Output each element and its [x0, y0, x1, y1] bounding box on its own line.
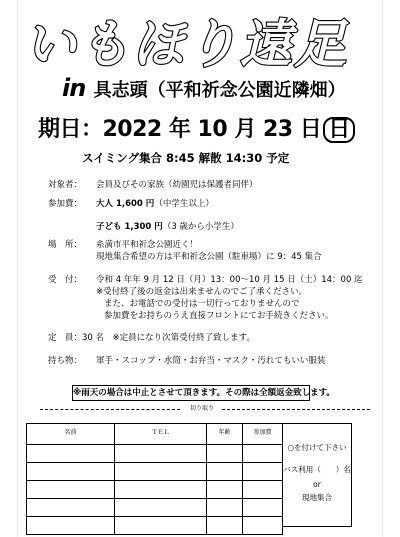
meet-onsite-option[interactable]: 現地集合	[302, 493, 332, 502]
venue-line: 場 所： 糸満市平和祈念公園近く！	[48, 240, 199, 250]
fee-cell[interactable]	[243, 445, 283, 463]
rain-notice: ※雨天の場合は中止とさせて頂きます。その際は全額返金致します。	[72, 385, 310, 401]
reception-note-2: また、お電話での受付は一切行っておりませんので	[104, 299, 300, 309]
event-title	[18, 10, 358, 72]
age-cell[interactable]	[207, 481, 243, 499]
location-text: 具志頭（平和祈念公園近隣畑）	[93, 80, 346, 101]
age-cell[interactable]	[207, 463, 243, 481]
tel-cell[interactable]	[115, 481, 207, 499]
items-line: 持ち物： 軍手・スコップ・水筒・お弁当・マスク・汚れてもいい服装	[48, 356, 326, 366]
name-cell[interactable]	[27, 445, 115, 463]
form-row	[27, 463, 283, 481]
header-name: 名前	[27, 424, 115, 445]
location-subtitle	[62, 74, 362, 104]
form-row	[27, 499, 283, 517]
fee-cell[interactable]	[243, 499, 283, 517]
age-cell[interactable]	[207, 517, 243, 535]
cut-label: 切り取り	[190, 405, 215, 412]
name-cell[interactable]	[27, 463, 115, 481]
reception-line: 受 付： 令和 4 年年 9 月 12 日（月）13：00～10 月 15 日（土）14：00 迄	[48, 275, 363, 285]
title-logo	[18, 10, 358, 72]
name-cell[interactable]	[27, 499, 115, 517]
fee-cell[interactable]	[243, 481, 283, 499]
date-text: 期日：2022 年 10 月 23 日	[38, 117, 322, 142]
tel-cell[interactable]	[115, 499, 207, 517]
form-row	[27, 445, 283, 463]
capacity-line: 定 員：30 名 ※定員になり次第受付終了致します。	[48, 333, 255, 343]
reception-note-3: 参加費をお持ちのうえ直接フロントにてお手続きください。	[104, 311, 334, 321]
fee-cell[interactable]	[243, 517, 283, 535]
weekday-badge: 日	[323, 117, 355, 143]
bus-use-option[interactable]: バス利用（ ）名	[283, 465, 351, 474]
header-fee: 参加費	[243, 424, 283, 445]
age-cell[interactable]	[207, 499, 243, 517]
swim-schedule: スイミング集合 8:45 解散 14:30 予定	[82, 151, 290, 165]
entry-form-table	[26, 423, 283, 535]
bus-instruction: ○を付けて下さい	[287, 443, 347, 452]
tel-cell[interactable]	[115, 445, 207, 463]
tel-cell[interactable]	[115, 517, 207, 535]
target-line: 対象者： 会員及びその家族（幼園児は保護者同伴）	[48, 180, 258, 190]
bus-option-box	[282, 423, 352, 527]
form-header-row	[27, 424, 283, 445]
name-cell[interactable]	[27, 517, 115, 535]
name-cell[interactable]	[27, 481, 115, 499]
bus-or-label: or	[313, 480, 321, 489]
fee-line: 参加費： 大人 1,600 円（中学生以上）	[48, 199, 214, 209]
cut-dash-right	[222, 409, 370, 410]
event-date	[38, 112, 368, 143]
cut-line	[40, 405, 370, 413]
tel-cell[interactable]	[115, 463, 207, 481]
fee-cell[interactable]	[243, 463, 283, 481]
venue-line-2: 現地集合希望の方は平和祈念公園（駐車場）に 9：45 集合	[96, 252, 322, 262]
fee-child-line: 子ども 1,300 円（3 歳から小学生）	[96, 222, 239, 232]
header-tel: ＴＥＬ	[115, 424, 207, 445]
header-age: 年齢	[207, 424, 243, 445]
form-row	[27, 517, 283, 535]
form-row	[27, 481, 283, 499]
cut-dash-left	[40, 409, 180, 410]
title-text: いもほり遠足	[24, 15, 349, 72]
reception-note-1: ※受付終了後の返金は出来ませんのでご了承ください。	[96, 287, 308, 297]
age-cell[interactable]	[207, 445, 243, 463]
in-label: in	[62, 74, 86, 102]
